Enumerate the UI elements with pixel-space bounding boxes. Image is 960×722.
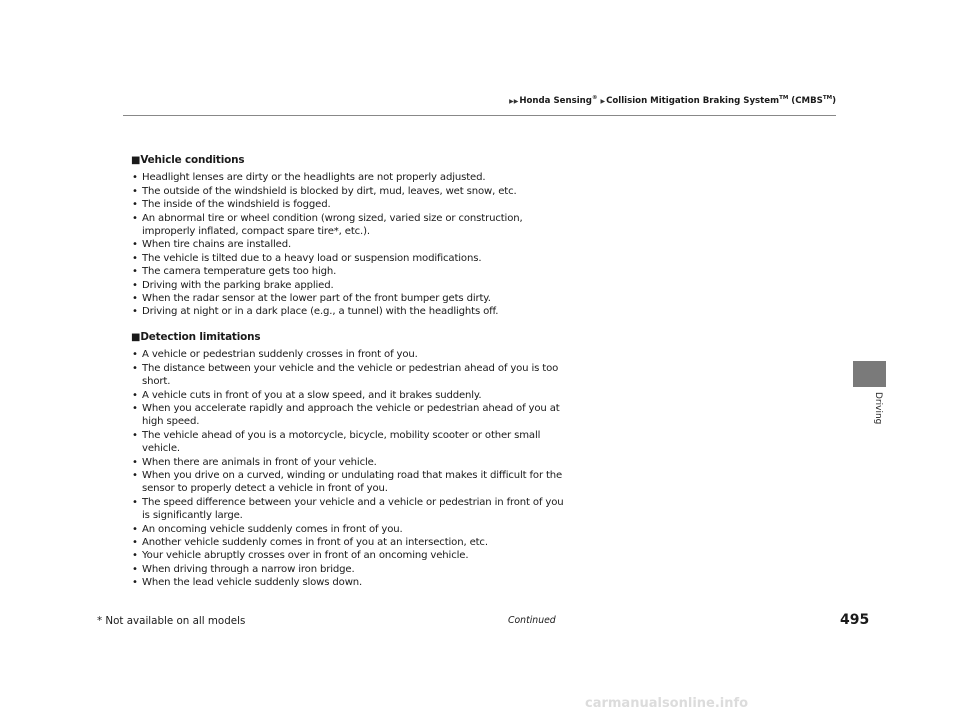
list-item: • Another vehicle suddenly comes in front of you at an intersection, etc. — [132, 536, 564, 549]
list-item: • When tire chains are installed. — [132, 238, 564, 251]
breadcrumb-suffix: (CMBS — [788, 95, 823, 106]
breadcrumb-arrow-icon: ▶ — [600, 97, 606, 105]
list-item: • Your vehicle abruptly crosses over in front of an oncoming vehicle. — [132, 549, 564, 562]
trademark-mark: TM — [822, 95, 833, 101]
section-heading-text: Vehicle conditions — [140, 154, 245, 166]
registered-mark: ® — [591, 95, 598, 101]
breadcrumb-suffix-close: ) — [832, 95, 836, 106]
trademark-mark: TM — [779, 95, 789, 101]
page-number: 495 — [840, 612, 870, 628]
section-heading — [131, 154, 564, 167]
section-heading — [131, 331, 564, 344]
list-item: • The inside of the windshield is fogged. — [132, 198, 564, 211]
list-item: • The outside of the windshield is blocked by dirt, mud, leaves, wet snow, etc. — [132, 185, 564, 198]
list-item: • The distance between your vehicle and the vehicle or pedestrian ahead of you is too short. — [132, 362, 564, 389]
list-item: • When there are animals in front of your vehicle. — [132, 456, 564, 469]
continued-label: Continued — [508, 615, 556, 626]
watermark: carmanualsonline.info — [585, 696, 749, 711]
header-rule — [123, 115, 836, 116]
breadcrumb-item[interactable]: Collision Mitigation Braking System — [606, 95, 780, 106]
list-item: • Driving at night or in a dark place (e.g., a tunnel) with the headlights off. — [132, 305, 564, 318]
list-item: • An abnormal tire or wheel condition (wrong sized, varied size or construction, improperly inflated, compact spare tire*, etc.). — [132, 212, 564, 239]
section-heading-text: Detection limitations — [140, 330, 261, 343]
breadcrumb-arrow-icon: ▶▶ — [509, 97, 519, 105]
list-item: • The vehicle ahead of you is a motorcycle, bicycle, mobility scooter or other small vehicle. — [132, 429, 564, 456]
list-item: • The camera temperature gets too high. — [132, 265, 564, 278]
square-bullet-icon: ■ — [131, 155, 141, 166]
list-item: • An oncoming vehicle suddenly comes in front of you. — [132, 523, 564, 536]
list-item: • When you drive on a curved, winding or undulating road that makes it difficult for the sensor to properly detect a vehicle in front of you. — [132, 469, 564, 496]
list-item: • When driving through a narrow iron bridge. — [132, 563, 564, 576]
list-item: • Driving with the parking brake applied. — [132, 279, 564, 292]
list-item: • A vehicle cuts in front of you at a slow speed, and it brakes suddenly. — [132, 389, 564, 402]
breadcrumb — [0, 95, 836, 106]
chapter-tab-label: Driving — [873, 392, 883, 425]
list-item: • When you accelerate rapidly and approach the vehicle or pedestrian ahead of you at high speed. — [132, 402, 564, 429]
bullet-list — [132, 171, 564, 318]
list-item: • The speed difference between your vehicle and a vehicle or pedestrian in front of you is significantly large. — [132, 496, 564, 523]
list-item: • When the radar sensor at the lower part of the front bumper gets dirty. — [132, 292, 564, 305]
chapter-tab-marker — [853, 361, 886, 387]
page-content — [132, 154, 564, 590]
square-bullet-icon: ■ — [131, 331, 141, 343]
list-item: • A vehicle or pedestrian suddenly crosses in front of you. — [132, 348, 564, 361]
footnote: * Not available on all models — [97, 615, 246, 627]
list-item: • When the lead vehicle suddenly slows down. — [132, 576, 564, 589]
breadcrumb-item[interactable]: Honda Sensing — [519, 95, 592, 106]
bullet-list — [132, 348, 564, 589]
list-item: • The vehicle is tilted due to a heavy load or suspension modifications. — [132, 252, 564, 265]
list-item: • Headlight lenses are dirty or the headlights are not properly adjusted. — [132, 171, 564, 184]
